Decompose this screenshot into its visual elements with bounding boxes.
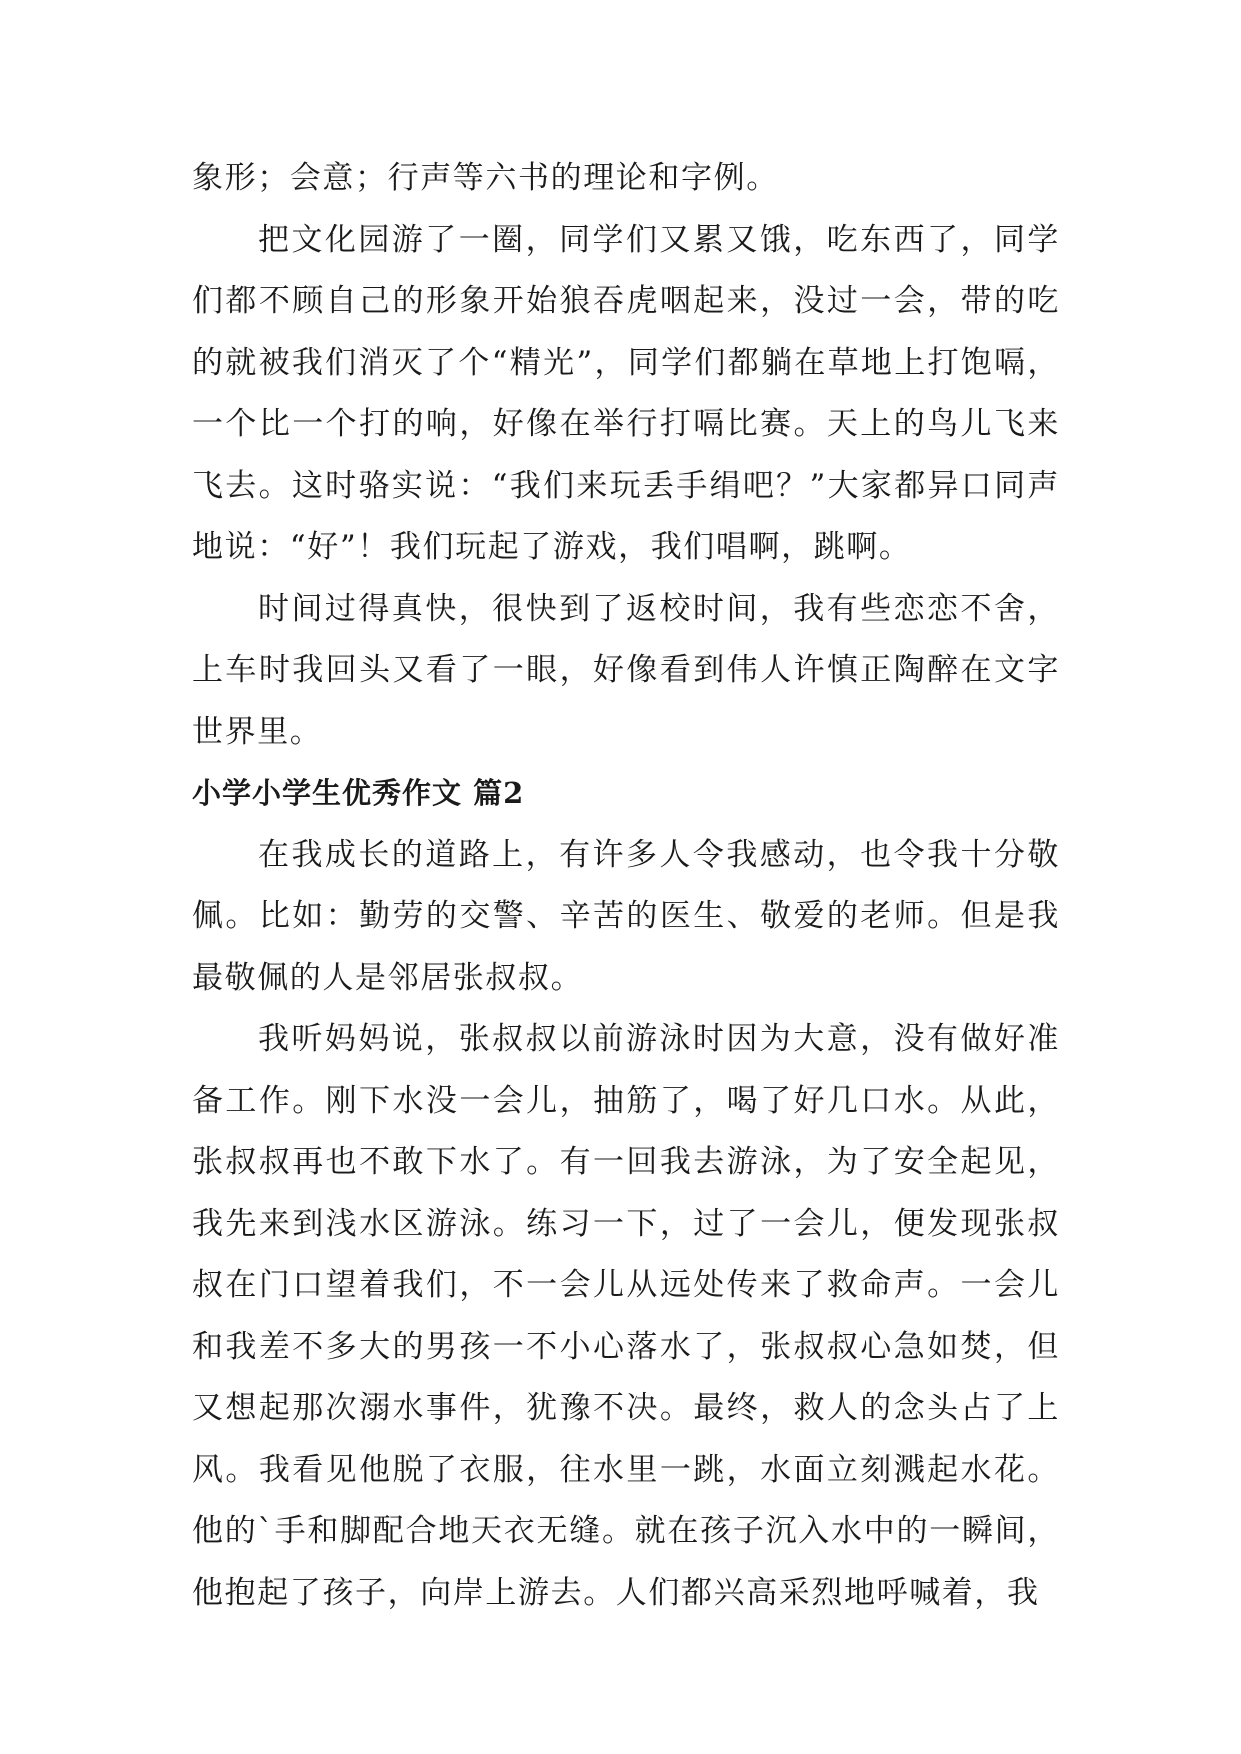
- paragraph-return-school: 时间过得真快，很快到了返校时间，我有些恋恋不舍，上车时我回头又看了一眼，好像看到伟人许慎正陶醉在文字世界里。: [192, 590, 1060, 750]
- paragraph-admiration: 在我成长的道路上，有许多人令我感动，也令我十分敬佩。比如：勤劳的交警、辛苦的医生、敬爱的老师。但是我最敬佩的人是邻居张叔叔。: [192, 836, 1060, 996]
- paragraph-rescue-story: 我听妈妈说，张叔叔以前游泳时因为大意，没有做好准备工作。刚下水没一会儿，抽筋了，喝了好几口水。从此，张叔叔再也不敢下水了。有一回我去游泳，为了安全起见，我先来到浅水区游泳。练习一下，过了一会儿，便发现张叔叔在门口望着我们，不一会儿从远处传来了救命声。一会儿和我差不多大的男孩一不小心落水了，张叔叔心急如焚，但又想起那次溺水事件，犹豫不决。最终，救人的念头占了上风。我看见他脱了衣服，往水里一跳，水面立刻溅起水花。他的`手和脚配合地天衣无缝。就在孩子沉入水中的一瞬间，他抱起了孩子，向岸上游去。人们都兴高采烈地呼喊着，我: [192, 1021, 1060, 1611]
- section-heading: 小学小学生优秀作文 篇2: [192, 776, 525, 810]
- paragraph-park-tour: 把文化园游了一圈，同学们又累又饿，吃东西了，同学们都不顾自己的形象开始狼吞虎咽起来，没过一会，带的吃的就被我们消灭了个“精光”，同学们都躺在草地上打饱嗝，一个比一个打的响，好像在举行打嗝比赛。天上的鸟儿飞来飞去。这时骆实说：“我们来玩丢手绢吧？”大家都异口同声地说：“好”！我们玩起了游戏，我们唱啊，跳啊。: [192, 221, 1060, 565]
- document-page: [192, 148, 1060, 1624]
- paragraph-continuation: 象形；会意；行声等六书的理论和字例。: [192, 160, 779, 196]
